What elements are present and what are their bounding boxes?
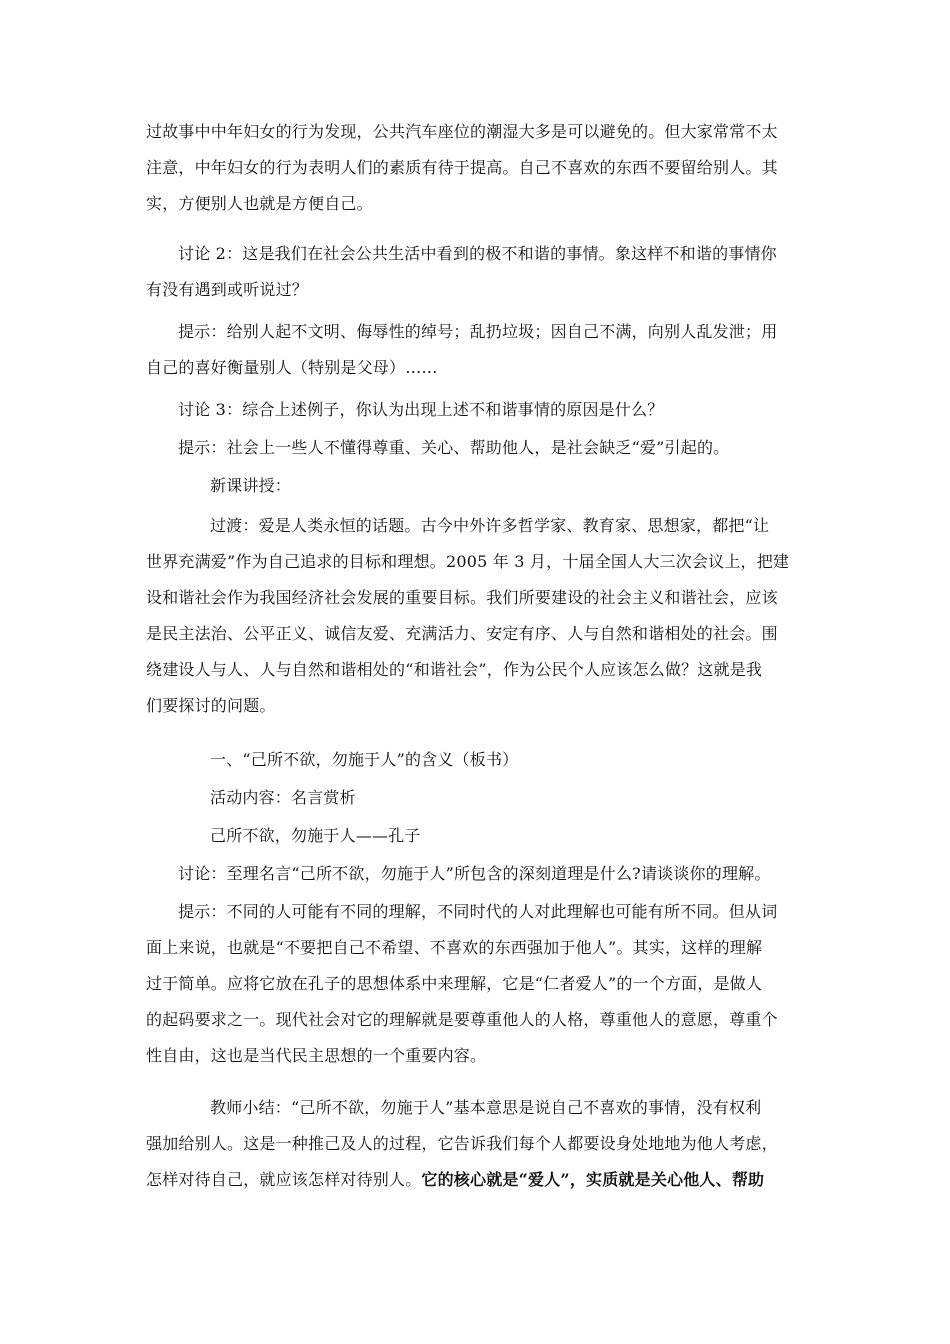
text-line: 的起码要求之一。现代社会对它的理解就是要尊重他人的人格，尊重他人的意愿，尊重个 [146, 1010, 778, 1029]
paragraph-story-conclusion [146, 114, 810, 222]
quote-confucius [146, 818, 810, 854]
text-line: 己所不欲，勿施于人——孔子 [210, 826, 421, 845]
text-line: 设和谐社会作为我国经济社会发展的重要目标。我们所要建设的社会主义和谐社会，应该 [146, 588, 778, 607]
paragraph-discussion-3 [146, 392, 810, 428]
text-line: 实，方便别人也就是方便自己。 [146, 194, 373, 213]
activity-content [146, 780, 810, 816]
text-line: 面上来说，也就是“不要把自己不希望、不喜欢的东西强加于他人”。其实，这样的理解 [146, 938, 763, 957]
text-line: 教师小结：“己所不欲，勿施于人”基本意思是说自己不喜欢的事情，没有权利 [210, 1098, 762, 1117]
text-line: 新课讲授： [210, 476, 292, 495]
text-line: 一、“己所不欲，勿施于人”的含义（板书） [210, 750, 519, 769]
text-line: 活动内容：名言赏析 [210, 788, 356, 807]
text-line: 讨论：至理名言“己所不欲，勿施于人”所包含的深刻道理是什么?请谈谈你的理解。 [178, 864, 771, 883]
text-line: 过故事中中年妇女的行为发现，公共汽车座位的潮湿大多是可以避免的。但大家常常不太 [146, 122, 778, 141]
text-line: 性自由，这也是当代民主思想的一个重要内容。 [146, 1046, 487, 1065]
text-line: 过渡：爱是人类永恒的话题。古今中外许多哲学家、教育家、思想家，都把“让 [210, 516, 770, 535]
text-line: 提示：不同的人可能有不同的理解，不同时代的人对此理解也可能有所不同。但从词 [178, 902, 778, 921]
paragraph-teacher-summary [146, 1090, 810, 1198]
text-line: 绕建设人与人、人与自然和谐相处的“和谐社会”，作为公民个人应该怎么做？这就是我 [146, 660, 763, 679]
summary-normal-text: 怎样对待自己，就应该怎样对待别人。 [146, 1170, 422, 1189]
section-heading-1 [146, 742, 810, 778]
text-line: 提示：给别人起不文明、侮辱性的绰号；乱扔垃圾；因自己不满，向别人乱发泄；用 [178, 322, 778, 341]
text-line: 提示：社会上一些人不懂得尊重、关心、帮助他人，是社会缺乏“爱”引起的。 [178, 438, 730, 457]
paragraph-hint-3 [146, 894, 810, 1074]
text-line: 有没有遇到或听说过？ [146, 280, 309, 299]
text-line: 是民主法治、公平正义、诚信友爱、充满活力、安定有序、人与自然和谐相处的社会。围 [146, 624, 778, 643]
text-line: 讨论 2：这是我们在社会公共生活中看到的极不和谐的事情。象这样不和谐的事情你 [178, 244, 777, 263]
paragraph-transition [146, 508, 810, 724]
text-line: 自己的喜好衡量别人（特别是父母）…… [146, 358, 438, 377]
summary-bold-text: 它的核心就是“爱人”，实质就是关心他人、帮助 [421, 1170, 765, 1189]
text-line: 们要探讨的问题。 [146, 696, 276, 715]
text-line: 讨论 3：综合上述例子，你认为出现上述不和谐事情的原因是什么？ [178, 400, 664, 419]
paragraph-hint-2 [146, 430, 810, 466]
paragraph-discussion-quote [146, 856, 810, 892]
text-line: 强加给别人。这是一种推己及人的过程，它告诉我们每个人都要设身处地地为他人考虑， [146, 1134, 778, 1153]
paragraph-hint-1 [146, 314, 810, 386]
text-line-mixed [146, 1162, 810, 1198]
heading-new-lesson [146, 468, 810, 504]
paragraph-discussion-2 [146, 236, 810, 308]
text-line: 过于简单。应将它放在孔子的思想体系中来理解，它是“仁者爱人”的一个方面，是做人 [146, 974, 763, 993]
text-line: 注意，中年妇女的行为表明人们的素质有待于提高。自己不喜欢的东西不要留给别人。其 [146, 158, 778, 177]
text-line: 世界充满爱”作为自己追求的目标和理想。2005 年 3 月，十届全国人大三次会议上，把建 [146, 552, 790, 571]
